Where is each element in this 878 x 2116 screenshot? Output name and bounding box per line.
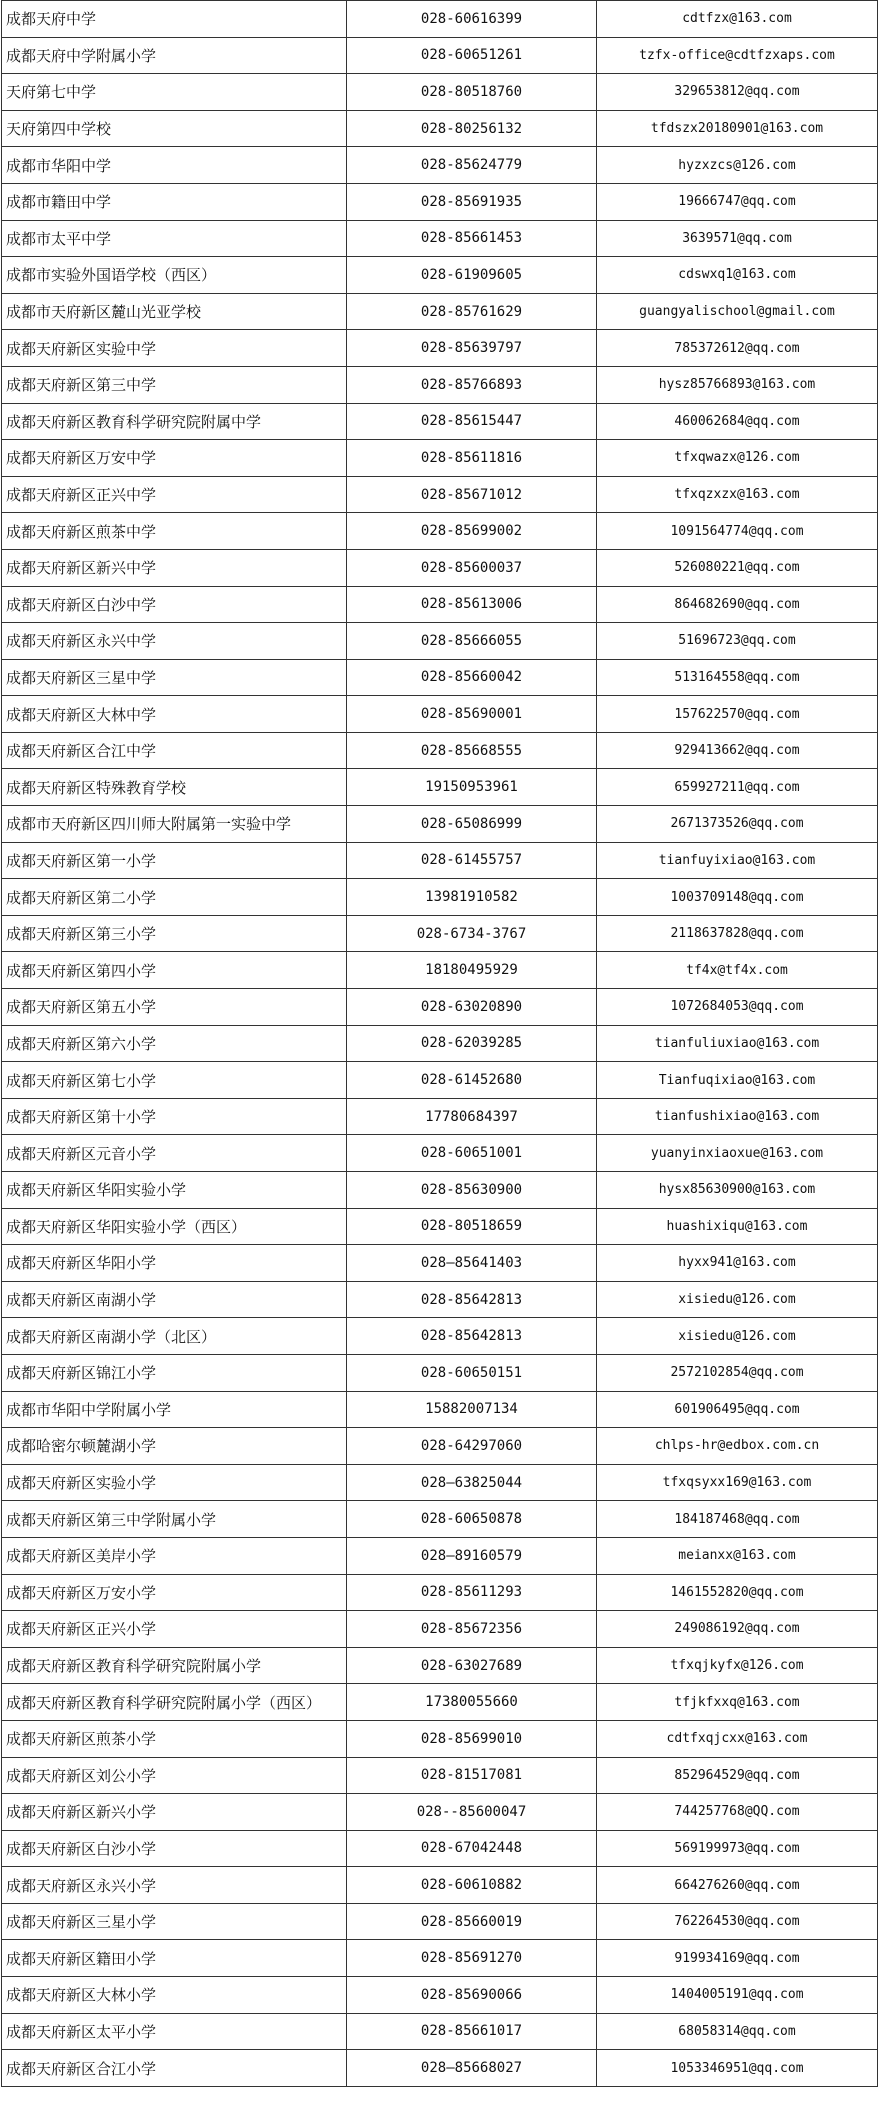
school-name-cell: 成都天府新区元音小学 <box>2 1135 347 1172</box>
school-name-cell: 成都哈密尔顿麓湖小学 <box>2 1428 347 1465</box>
phone-cell: 028-85661453 <box>347 220 597 257</box>
table-row <box>2 842 878 879</box>
phone-cell: 028-80518760 <box>347 74 597 111</box>
email-cell: tf4x@tf4x.com <box>597 952 878 989</box>
email-cell: cdswxq1@163.com <box>597 257 878 294</box>
table-row <box>2 513 878 550</box>
email-cell: 460062684@qq.com <box>597 403 878 440</box>
email-cell: 329653812@qq.com <box>597 74 878 111</box>
phone-cell: 15882007134 <box>347 1391 597 1428</box>
table-row <box>2 183 878 220</box>
phone-cell: 028—89160579 <box>347 1537 597 1574</box>
school-name-cell: 成都天府新区煎茶小学 <box>2 1720 347 1757</box>
email-cell: 744257768@QQ.com <box>597 1794 878 1831</box>
email-cell: 513164558@qq.com <box>597 659 878 696</box>
email-cell: cdtfzx@163.com <box>597 1 878 38</box>
email-cell: 157622570@qq.com <box>597 696 878 733</box>
school-name-cell: 成都天府新区特殊教育学校 <box>2 769 347 806</box>
school-name-cell: 成都天府新区万安小学 <box>2 1574 347 1611</box>
school-name-cell: 成都天府新区太平小学 <box>2 2013 347 2050</box>
school-name-cell: 成都天府新区刘公小学 <box>2 1757 347 1794</box>
phone-cell: 028—85668027 <box>347 2050 597 2087</box>
email-cell: tianfushixiao@163.com <box>597 1098 878 1135</box>
email-cell: tfxqzxzx@163.com <box>597 476 878 513</box>
table-row <box>2 1830 878 1867</box>
phone-cell: 028-80256132 <box>347 110 597 147</box>
school-name-cell: 成都天府新区第十小学 <box>2 1098 347 1135</box>
email-cell: tfxqjkyfx@126.com <box>597 1647 878 1684</box>
school-name-cell: 成都天府新区正兴中学 <box>2 476 347 513</box>
phone-cell: 028-85611816 <box>347 440 597 477</box>
school-name-cell: 成都天府中学附属小学 <box>2 37 347 74</box>
school-name-cell: 成都天府中学 <box>2 1 347 38</box>
school-name-cell: 成都天府新区第二小学 <box>2 879 347 916</box>
email-cell: Tianfuqixiao@163.com <box>597 1062 878 1099</box>
school-name-cell: 成都天府新区美岸小学 <box>2 1537 347 1574</box>
table-row <box>2 1867 878 1904</box>
school-name-cell: 成都天府新区第四小学 <box>2 952 347 989</box>
email-cell: 1003709148@qq.com <box>597 879 878 916</box>
email-cell: 919934169@qq.com <box>597 1940 878 1977</box>
school-name-cell: 成都天府新区煎茶中学 <box>2 513 347 550</box>
email-cell: 929413662@qq.com <box>597 732 878 769</box>
phone-cell: 17780684397 <box>347 1098 597 1135</box>
email-cell: cdtfxqjcxx@163.com <box>597 1720 878 1757</box>
school-name-cell: 成都天府新区教育科学研究院附属小学（西区） <box>2 1684 347 1721</box>
school-name-cell: 成都市华阳中学附属小学 <box>2 1391 347 1428</box>
phone-cell: 028—63825044 <box>347 1464 597 1501</box>
table-row <box>2 1464 878 1501</box>
table-row <box>2 1354 878 1391</box>
email-cell: 569199973@qq.com <box>597 1830 878 1867</box>
phone-cell: 18180495929 <box>347 952 597 989</box>
school-name-cell: 成都天府新区三星小学 <box>2 1903 347 1940</box>
phone-cell: 028-85639797 <box>347 330 597 367</box>
table-row <box>2 879 878 916</box>
phone-cell: 028-63020890 <box>347 989 597 1026</box>
table-row <box>2 989 878 1026</box>
email-cell: 2118637828@qq.com <box>597 915 878 952</box>
phone-cell: 028-85699010 <box>347 1720 597 1757</box>
school-name-cell: 成都市太平中学 <box>2 220 347 257</box>
table-row <box>2 257 878 294</box>
phone-cell: 028-85672356 <box>347 1611 597 1648</box>
email-cell: tianfuliuxiao@163.com <box>597 1025 878 1062</box>
table-row <box>2 440 878 477</box>
phone-cell: 028-85624779 <box>347 147 597 184</box>
phone-cell: 028-85600037 <box>347 549 597 586</box>
school-name-cell: 成都市实验外国语学校（西区） <box>2 257 347 294</box>
school-name-cell: 成都天府新区大林中学 <box>2 696 347 733</box>
table-row <box>2 2050 878 2087</box>
email-cell: 664276260@qq.com <box>597 1867 878 1904</box>
school-name-cell: 成都天府新区三星中学 <box>2 659 347 696</box>
table-row <box>2 1684 878 1721</box>
phone-cell: 028-85661017 <box>347 2013 597 2050</box>
email-cell: 852964529@qq.com <box>597 1757 878 1794</box>
table-row <box>2 1720 878 1757</box>
table-row <box>2 1537 878 1574</box>
table-row <box>2 1208 878 1245</box>
email-cell: hyxx941@163.com <box>597 1245 878 1282</box>
school-name-cell: 成都天府新区实验中学 <box>2 330 347 367</box>
table-row <box>2 586 878 623</box>
table-row <box>2 1062 878 1099</box>
table-row <box>2 1903 878 1940</box>
phone-cell: 028-60610882 <box>347 1867 597 1904</box>
phone-cell: 028-64297060 <box>347 1428 597 1465</box>
table-row <box>2 1098 878 1135</box>
school-name-cell: 成都天府新区合江小学 <box>2 2050 347 2087</box>
phone-cell: 028-61455757 <box>347 842 597 879</box>
email-cell: 785372612@qq.com <box>597 330 878 367</box>
phone-cell: 028-85660019 <box>347 1903 597 1940</box>
school-name-cell: 成都天府新区合江中学 <box>2 732 347 769</box>
table-row <box>2 1794 878 1831</box>
school-name-cell: 成都天府新区第一小学 <box>2 842 347 879</box>
school-name-cell: 成都天府新区永兴小学 <box>2 1867 347 1904</box>
email-cell: meianxx@163.com <box>597 1537 878 1574</box>
phone-cell: 028--85600047 <box>347 1794 597 1831</box>
school-name-cell: 成都天府新区第三中学附属小学 <box>2 1501 347 1538</box>
phone-cell: 028-85766893 <box>347 366 597 403</box>
table-row <box>2 1574 878 1611</box>
email-cell: yuanyinxiaoxue@163.com <box>597 1135 878 1172</box>
email-cell: hyzxzcs@126.com <box>597 147 878 184</box>
table-row <box>2 1135 878 1172</box>
school-name-cell: 成都天府新区新兴小学 <box>2 1794 347 1831</box>
table-row <box>2 806 878 843</box>
email-cell: 3639571@qq.com <box>597 220 878 257</box>
phone-cell: 028-85691935 <box>347 183 597 220</box>
table-body <box>2 1 878 2087</box>
email-cell: hysx85630900@163.com <box>597 1172 878 1209</box>
email-cell: chlps-hr@edbox.com.cn <box>597 1428 878 1465</box>
email-cell: 2572102854@qq.com <box>597 1354 878 1391</box>
phone-cell: 028-60651261 <box>347 37 597 74</box>
email-cell: xisiedu@126.com <box>597 1318 878 1355</box>
school-name-cell: 成都市华阳中学 <box>2 147 347 184</box>
phone-cell: 028-85642813 <box>347 1281 597 1318</box>
school-name-cell: 成都天府新区南湖小学 <box>2 1281 347 1318</box>
phone-cell: 028-60650151 <box>347 1354 597 1391</box>
table-row <box>2 1940 878 1977</box>
school-name-cell: 成都天府新区实验小学 <box>2 1464 347 1501</box>
table-row <box>2 1025 878 1062</box>
school-name-cell: 成都天府新区第三中学 <box>2 366 347 403</box>
email-cell: 68058314@qq.com <box>597 2013 878 2050</box>
email-cell: 1053346951@qq.com <box>597 2050 878 2087</box>
email-cell: 601906495@qq.com <box>597 1391 878 1428</box>
phone-cell: 028—85641403 <box>347 1245 597 1282</box>
email-cell: 19666747@qq.com <box>597 183 878 220</box>
email-cell: tianfuyixiao@163.com <box>597 842 878 879</box>
phone-cell: 028-85668555 <box>347 732 597 769</box>
phone-cell: 028-6734-3767 <box>347 915 597 952</box>
phone-cell: 19150953961 <box>347 769 597 806</box>
email-cell: tfdszx20180901@163.com <box>597 110 878 147</box>
school-name-cell: 成都天府新区第七小学 <box>2 1062 347 1099</box>
email-cell: 2671373526@qq.com <box>597 806 878 843</box>
email-cell: tzfx-office@cdtfzxaps.com <box>597 37 878 74</box>
school-name-cell: 天府第四中学校 <box>2 110 347 147</box>
table-row <box>2 623 878 660</box>
table-row <box>2 659 878 696</box>
email-cell: 249086192@qq.com <box>597 1611 878 1648</box>
table-row <box>2 1281 878 1318</box>
phone-cell: 028-60650878 <box>347 1501 597 1538</box>
school-name-cell: 成都天府新区华阳实验小学 <box>2 1172 347 1209</box>
table-row <box>2 403 878 440</box>
table-row <box>2 1647 878 1684</box>
phone-cell: 028-85615447 <box>347 403 597 440</box>
phone-cell: 028-60651001 <box>347 1135 597 1172</box>
school-name-cell: 成都市籍田中学 <box>2 183 347 220</box>
phone-cell: 028-61452680 <box>347 1062 597 1099</box>
school-name-cell: 成都天府新区锦江小学 <box>2 1354 347 1391</box>
phone-cell: 028-85699002 <box>347 513 597 550</box>
school-name-cell: 成都天府新区永兴中学 <box>2 623 347 660</box>
email-cell: 526080221@qq.com <box>597 549 878 586</box>
email-cell: 1072684053@qq.com <box>597 989 878 1026</box>
phone-cell: 028-85690001 <box>347 696 597 733</box>
table-row <box>2 74 878 111</box>
phone-cell: 028-85691270 <box>347 1940 597 1977</box>
phone-cell: 028-85761629 <box>347 293 597 330</box>
email-cell: tfjkfxxq@163.com <box>597 1684 878 1721</box>
school-name-cell: 成都天府新区第五小学 <box>2 989 347 1026</box>
school-name-cell: 成都天府新区籍田小学 <box>2 1940 347 1977</box>
phone-cell: 028-85671012 <box>347 476 597 513</box>
email-cell: tfxqsyxx169@163.com <box>597 1464 878 1501</box>
email-cell: guangyalischool@gmail.com <box>597 293 878 330</box>
email-cell: 659927211@qq.com <box>597 769 878 806</box>
table-row <box>2 1318 878 1355</box>
phone-cell: 028-85611293 <box>347 1574 597 1611</box>
phone-cell: 028-62039285 <box>347 1025 597 1062</box>
school-name-cell: 成都天府新区华阳实验小学（西区） <box>2 1208 347 1245</box>
table-row <box>2 952 878 989</box>
table-row <box>2 293 878 330</box>
email-cell: huashixiqu@163.com <box>597 1208 878 1245</box>
table-row <box>2 732 878 769</box>
phone-cell: 028-85630900 <box>347 1172 597 1209</box>
school-name-cell: 成都天府新区万安中学 <box>2 440 347 477</box>
school-contact-table <box>1 0 878 2087</box>
school-name-cell: 天府第七中学 <box>2 74 347 111</box>
phone-cell: 028-61909605 <box>347 257 597 294</box>
school-name-cell: 成都天府新区白沙小学 <box>2 1830 347 1867</box>
school-name-cell: 成都市天府新区麓山光亚学校 <box>2 293 347 330</box>
phone-cell: 028-85666055 <box>347 623 597 660</box>
phone-cell: 028-85660042 <box>347 659 597 696</box>
phone-cell: 028-67042448 <box>347 1830 597 1867</box>
school-name-cell: 成都天府新区第六小学 <box>2 1025 347 1062</box>
phone-cell: 028-63027689 <box>347 1647 597 1684</box>
school-name-cell: 成都天府新区正兴小学 <box>2 1611 347 1648</box>
email-cell: 762264530@qq.com <box>597 1903 878 1940</box>
email-cell: tfxqwazx@126.com <box>597 440 878 477</box>
table-row <box>2 769 878 806</box>
table-row <box>2 1391 878 1428</box>
table-row <box>2 220 878 257</box>
school-name-cell: 成都天府新区华阳小学 <box>2 1245 347 1282</box>
email-cell: 184187468@qq.com <box>597 1501 878 1538</box>
school-name-cell: 成都天府新区大林小学 <box>2 1977 347 2014</box>
table-row <box>2 1611 878 1648</box>
email-cell: 1091564774@qq.com <box>597 513 878 550</box>
email-cell: hysz85766893@163.com <box>597 366 878 403</box>
school-name-cell: 成都天府新区新兴中学 <box>2 549 347 586</box>
phone-cell: 028-65086999 <box>347 806 597 843</box>
phone-cell: 028-60616399 <box>347 1 597 38</box>
school-name-cell: 成都天府新区教育科学研究院附属中学 <box>2 403 347 440</box>
table-row <box>2 110 878 147</box>
table-row <box>2 330 878 367</box>
table-row <box>2 147 878 184</box>
phone-cell: 028-80518659 <box>347 1208 597 1245</box>
phone-cell: 028-85690066 <box>347 1977 597 2014</box>
school-name-cell: 成都市天府新区四川师大附属第一实验中学 <box>2 806 347 843</box>
school-name-cell: 成都天府新区教育科学研究院附属小学 <box>2 1647 347 1684</box>
table-row <box>2 1 878 38</box>
table-row <box>2 1172 878 1209</box>
table-row <box>2 1428 878 1465</box>
school-name-cell: 成都天府新区南湖小学（北区） <box>2 1318 347 1355</box>
table-row <box>2 915 878 952</box>
table-row <box>2 476 878 513</box>
table-row <box>2 549 878 586</box>
school-name-cell: 成都天府新区白沙中学 <box>2 586 347 623</box>
table-row <box>2 2013 878 2050</box>
email-cell: xisiedu@126.com <box>597 1281 878 1318</box>
table-row <box>2 1245 878 1282</box>
phone-cell: 028-81517081 <box>347 1757 597 1794</box>
email-cell: 51696723@qq.com <box>597 623 878 660</box>
table-row <box>2 1501 878 1538</box>
email-cell: 1461552820@qq.com <box>597 1574 878 1611</box>
phone-cell: 028-85642813 <box>347 1318 597 1355</box>
table-row <box>2 1757 878 1794</box>
school-name-cell: 成都天府新区第三小学 <box>2 915 347 952</box>
email-cell: 1404005191@qq.com <box>597 1977 878 2014</box>
email-cell: 864682690@qq.com <box>597 586 878 623</box>
table-row <box>2 37 878 74</box>
phone-cell: 028-85613006 <box>347 586 597 623</box>
table-row <box>2 696 878 733</box>
phone-cell: 17380055660 <box>347 1684 597 1721</box>
table-row <box>2 1977 878 2014</box>
table-row <box>2 366 878 403</box>
phone-cell: 13981910582 <box>347 879 597 916</box>
